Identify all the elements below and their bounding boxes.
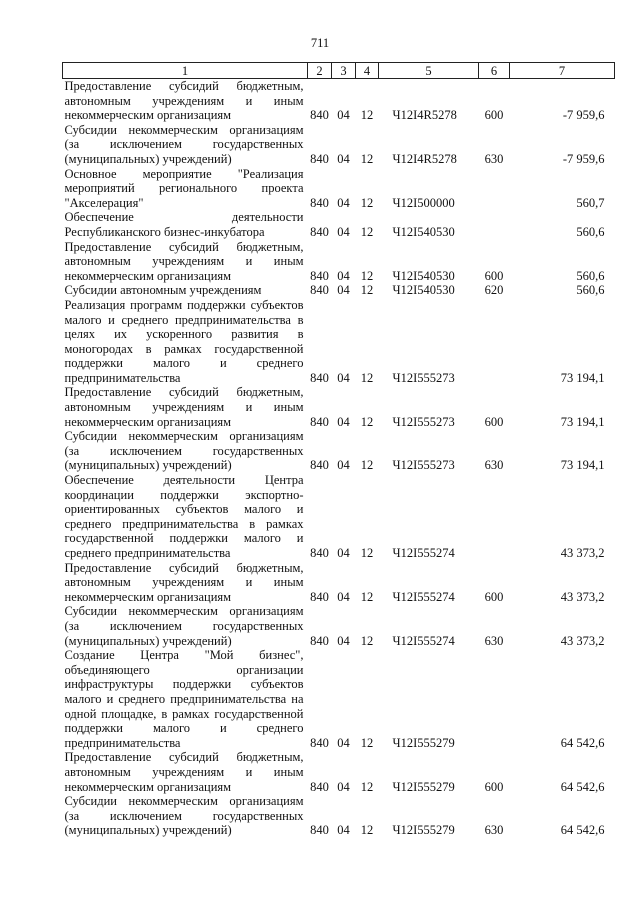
row-description: Предоставление субсидий бюджетным, автономным учреждениям и иным некоммерческим организациям [64,239,304,283]
header-col-3: 3 [332,63,356,79]
table-row [63,561,615,605]
table-row [63,604,615,648]
row-code-admin: 840 [310,779,329,794]
header-col-7: 7 [510,63,615,79]
row-amount: 64 542,6 [560,823,605,838]
row-description: Основное мероприятие "Реализация мероприятий регионального проекта "Акселерация" [64,166,304,210]
row-code-expense-type: 630 [484,458,504,473]
row-code-expense-type [479,473,510,561]
row-code-admin: 840 [310,414,329,429]
row-code-section: 04 [337,224,350,239]
row-amount: 43 373,2 [560,546,605,560]
row-code-target: Ч12I555273 [392,370,455,385]
row-description: Предоставление субсидий бюджетным, автономным учреждениям и иным некоммерческим организациям [64,750,304,794]
table-header [63,63,615,79]
row-code-expense-type: 620 [484,283,504,298]
row-code-expense-type [479,167,510,211]
row-code-admin: 840 [310,823,329,838]
header-col-4: 4 [356,63,379,79]
row-code-target: Ч12I555273 [392,458,455,473]
row-code-admin: 840 [310,633,329,648]
table-row [63,385,615,429]
table-row [63,167,615,211]
row-code-subsection: 12 [360,224,374,239]
row-code-expense-type: 600 [484,779,504,794]
row-code-admin: 840 [310,589,329,604]
row-code-subsection: 12 [360,458,374,473]
row-description: Субсидии некоммерческим организациям (за исключением государственных (муниципальных) учреждений) [64,604,304,648]
row-code-section: 04 [337,735,350,750]
row-code-subsection: 12 [360,546,374,560]
row-amount: 560,7 [576,195,605,210]
row-description: Субсидии некоммерческим организациям (за исключением государственных (муниципальных) учреждений) [64,122,304,166]
row-code-target: Ч12I500000 [392,195,455,210]
row-code-target: Ч12I555274 [392,633,455,648]
row-code-admin: 840 [310,735,329,750]
row-code-expense-type [479,210,510,239]
row-code-admin: 840 [310,224,329,239]
table-row [63,210,615,239]
row-code-admin: 840 [310,108,329,123]
row-code-section: 04 [337,151,350,166]
row-description: Субсидии некоммерческим организациям (за исключением государственных (муниципальных) учреждений) [64,429,304,473]
row-code-subsection: 12 [360,633,374,648]
row-code-section: 04 [337,823,350,838]
row-code-target: Ч12I555273 [392,414,455,429]
row-code-target: Ч12I555279 [392,779,455,794]
table-row [63,750,615,794]
row-code-section: 04 [337,370,350,385]
table-row [63,240,615,284]
table-row [63,79,615,123]
row-amount: 560,6 [576,283,605,298]
row-code-section: 04 [337,633,350,648]
row-code-target: Ч12I4R5278 [392,151,457,166]
row-description: Создание Центра "Мой бизнес", объединяющего организации инфраструктуры поддержки субъектов малого и среднего предпринимательства на одной площадке, в рамках государственной поддержки малого и среднего предпринимательства [64,648,304,750]
row-amount: 73 194,1 [560,414,605,429]
row-code-subsection: 12 [360,779,374,794]
header-col-1: 1 [63,63,308,79]
row-code-target: Ч12I555274 [392,546,455,560]
row-code-admin: 840 [310,283,329,298]
row-code-section: 04 [337,589,350,604]
row-code-section: 04 [337,108,350,123]
row-code-expense-type: 630 [484,823,504,838]
row-amount: -7 959,6 [562,151,605,166]
row-code-target: Ч12I555274 [392,589,455,604]
row-code-section: 04 [337,458,350,473]
row-code-subsection: 12 [360,370,374,385]
row-code-admin: 840 [310,151,329,166]
row-code-section: 04 [337,546,350,560]
row-amount: 43 373,2 [560,589,605,604]
row-code-expense-type: 600 [484,268,504,283]
row-amount: 560,6 [576,268,605,283]
row-code-subsection: 12 [360,735,374,750]
row-amount: 64 542,6 [560,779,605,794]
row-code-target: Ч12I4R5278 [392,108,457,123]
table-row [63,473,615,561]
row-code-section: 04 [337,283,350,298]
row-amount: 73 194,1 [560,370,605,385]
row-code-subsection: 12 [360,268,374,283]
row-code-expense-type [479,298,510,386]
row-amount: 64 542,6 [560,735,605,750]
row-code-expense-type: 630 [484,633,504,648]
page-number: 711 [310,36,330,50]
row-amount: 43 373,2 [560,633,605,648]
row-code-section: 04 [337,779,350,794]
row-code-admin: 840 [310,370,329,385]
header-row [63,63,615,79]
row-code-target: Ч12I555279 [392,823,455,838]
row-code-target: Ч12I540530 [392,283,455,298]
row-code-subsection: 12 [360,151,374,166]
row-code-subsection: 12 [360,414,374,429]
row-description: Субсидии автономным учреждениям [64,283,262,298]
table-row [63,794,615,838]
row-description: Предоставление субсидий бюджетным, автономным учреждениям и иным некоммерческим организациям [64,560,304,604]
row-code-subsection: 12 [360,108,374,123]
table-row [63,648,615,750]
row-code-expense-type: 600 [484,414,504,429]
table-body [63,79,615,838]
row-code-admin: 840 [310,458,329,473]
row-code-section: 04 [337,268,350,283]
header-col-2: 2 [308,63,332,79]
row-code-target: Ч12I540530 [392,268,455,283]
row-code-expense-type: 600 [484,108,504,123]
row-description: Обеспечение деятельности Республиканского бизнес-инкубатора [64,210,304,239]
row-code-section: 04 [337,414,350,429]
row-code-subsection: 12 [360,195,374,210]
row-description: Обеспечение деятельности Центра координации поддержки экспортно-ориентированных субъектов малого и среднего предпринимательства в рамках государственной поддержки малого и среднего предпринимательства [64,473,304,560]
row-code-subsection: 12 [360,589,374,604]
row-code-expense-type: 630 [484,151,504,166]
row-code-subsection: 12 [360,823,374,838]
row-code-admin: 840 [310,268,329,283]
row-amount: 560,6 [576,224,605,239]
row-code-expense-type: 600 [484,589,504,604]
row-code-target: Ч12I540530 [392,224,455,239]
row-description: Реализация программ поддержки субъектов малого и среднего предпринимательства в целях их ускоренного развития в моногородах в рамках государственной поддержки малого и среднего предпринимательства [64,297,304,385]
budget-table [62,62,615,838]
table-row [63,298,615,386]
table-row [63,123,615,167]
header-col-5: 5 [379,63,479,79]
row-amount: 73 194,1 [560,458,605,473]
row-amount: -7 959,6 [562,108,605,123]
row-code-admin: 840 [310,546,329,560]
row-description: Предоставление субсидий бюджетным, автономным учреждениям и иным некоммерческим организациям [64,79,304,123]
row-code-section: 04 [337,195,350,210]
table-row [63,429,615,473]
row-description: Субсидии некоммерческим организациям (за исключением государственных (муниципальных) учреждений) [64,794,304,838]
header-col-6: 6 [479,63,510,79]
row-code-expense-type [479,648,510,750]
row-code-target: Ч12I555279 [392,735,455,750]
row-description: Предоставление субсидий бюджетным, автономным учреждениям и иным некоммерческим организациям [64,385,304,429]
table-row [63,283,615,298]
row-code-subsection: 12 [360,283,374,298]
row-code-admin: 840 [310,195,329,210]
